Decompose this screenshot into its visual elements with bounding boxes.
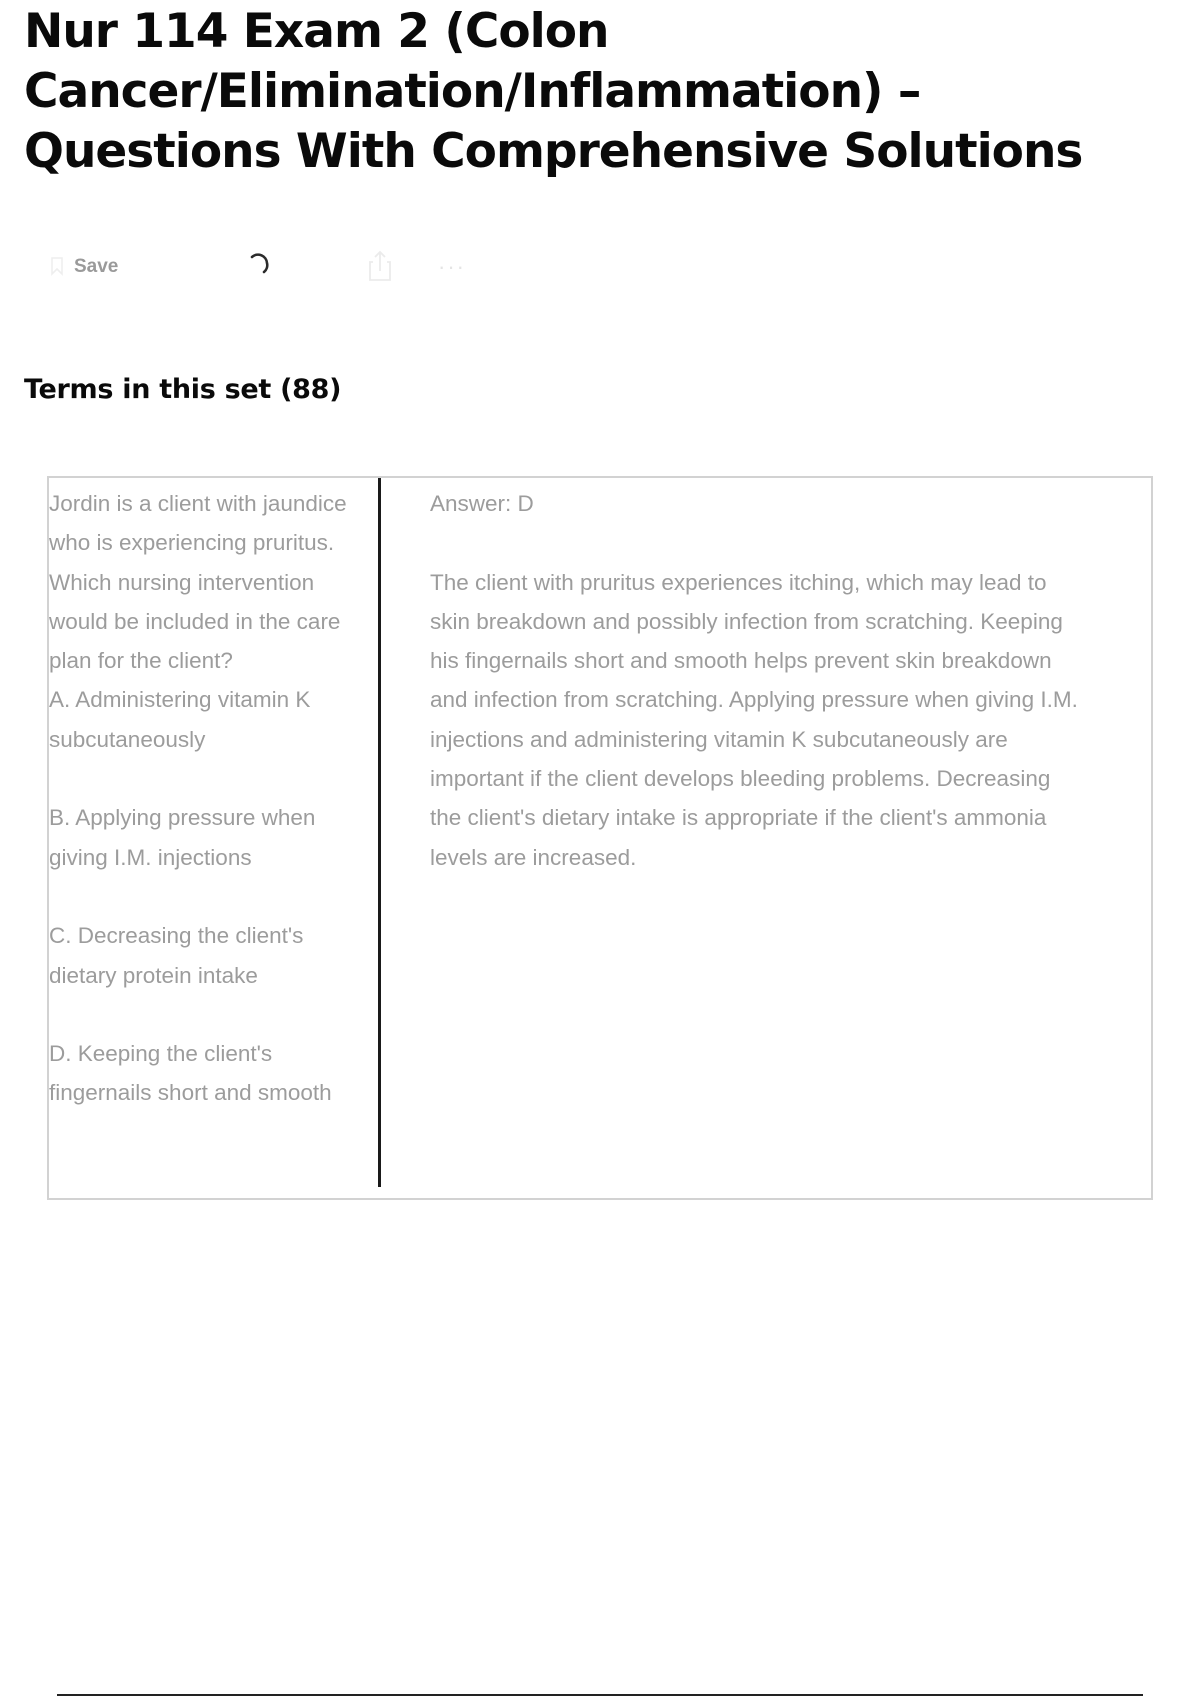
share-button[interactable]: [366, 250, 394, 284]
page-title: Nur 114 Exam 2 (Colon Cancer/Elimination/Inflammation) – Questions With Comprehensive Solutions: [24, 4, 1083, 179]
terms-heading: Terms in this set (88): [24, 374, 342, 405]
page-bottom-divider: [57, 1694, 1143, 1696]
more-dots-icon: ···: [438, 254, 466, 279]
spinner-icon: [242, 248, 276, 287]
bookmark-icon: [50, 256, 64, 279]
card-definition: Answer: D The client with pruritus experiences itching, which may lead to skin breakdown and possibly infection from scratching. Keeping his fingernails short and smooth helps prevent skin breakdown and infection from scratching. Applying pressure when giving I.M. injections and administering vitamin K subcutaneously are important if the client develops bleeding problems. Decreasing the client's dietary intake is appropriate if the client's ammonia levels are increased.: [430, 491, 1078, 870]
card-term: Jordin is a client with jaundice who is experiencing pruritus. Which nursing intervention would be included in the care plan for the client? A. Administering vitamin K subcutaneously B. Applying pressure when giving I.M. injections C. Decreasing the client's dietary protein intake D. Keeping the client's fingernails short and smooth: [49, 491, 347, 1106]
card-divider: [378, 478, 381, 1187]
save-label: Save: [74, 256, 119, 277]
share-icon: [366, 249, 394, 286]
save-button[interactable]: [50, 250, 118, 284]
loading-indicator: [242, 250, 276, 284]
flashcard[interactable]: [47, 476, 1153, 1200]
set-toolbar: [50, 250, 510, 284]
more-options-button[interactable]: [438, 250, 466, 284]
